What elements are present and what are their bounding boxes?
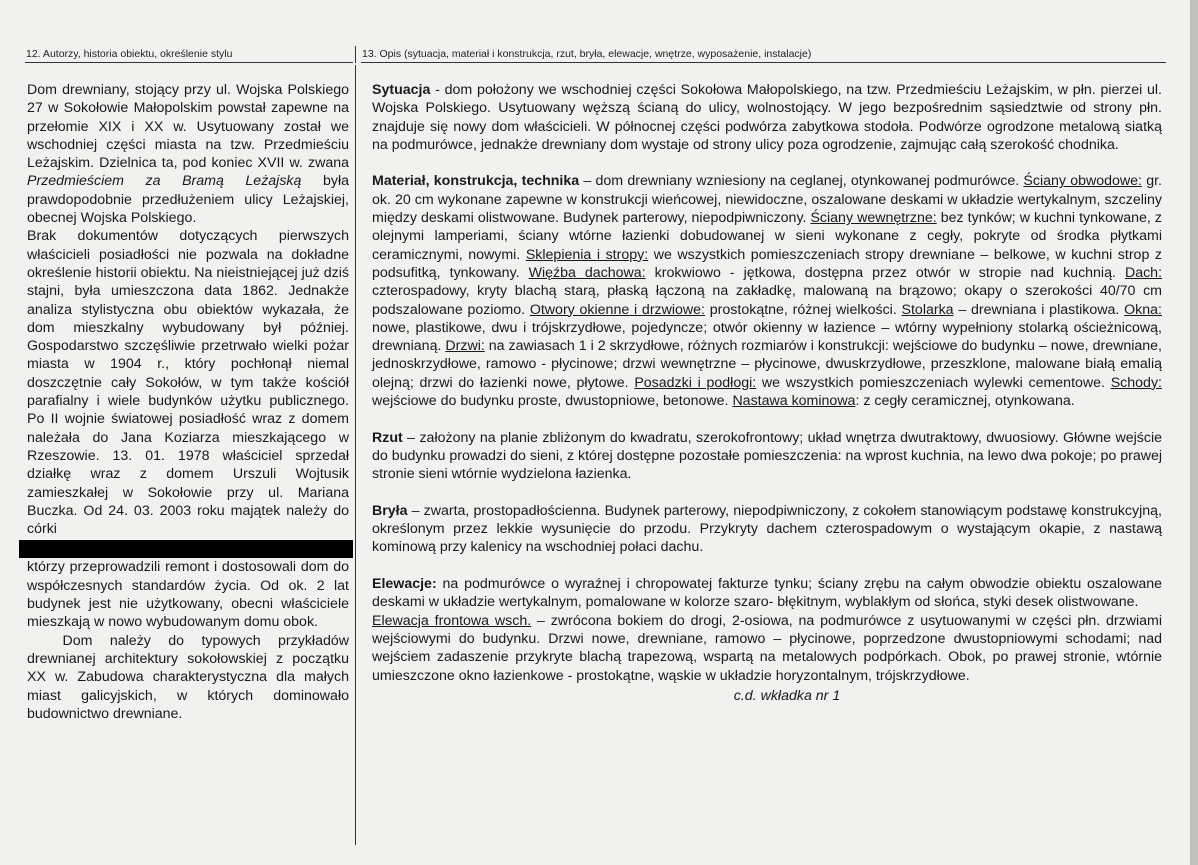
wiezba-label: Więźba dachowa: xyxy=(528,264,646,281)
history-paragraph-2: Brak dokumentów dotyczących pierwszych właścicieli posiadłości nie pozwala na dokładne określenie historii obiektu. Na nieistniejącej już dziś stajni, była umieszczona data 1862. Jednakże analiza stylistyczna obu obiektów wykazała, że dom mieszkalny wybudowany był później. Gospodarstwo szczęśliwie przetrwało wielki pożar miasta w 1904 r., który pochłonął niemal doszczętnie cały Sokołów, w tym także kościół parafialny i wiele budynków użytku publicznego. Po II wojnie światowej posiadłość wraz z domem należała do Jana Koziarza mieszkającego w Rzeszowie. 13. 01. 1978 właściciel sprzedał działkę wraz z domem Urszuli Wojtusik zamieszkałej w Sokołowie przy ul. Mariana Buczka. Od 24. 03. 2003 roku majątek należy do córki którzy przeprowadzili remont i dostosowali dom do współczesnych standardów życia. Od ok. 2 lat budynek jest nie użytkowany, obecni właściciele mieszkają w nowo wybudowanym domu obok. xyxy=(27,227,349,631)
elewacja-frontowa-paragraph: Elewacja frontowa wsch. – zwrócona bokiem do drogi, 2-osiowa, na podmurówce z usytuowanymi w części płn. drzwiami wejściowymi do budynku. Drzwi nowe, drewniane, ramowo – płycinowe, poprzedzone dwustopniowymi schodami; nad wejściem zadaszenie przykryte blachą trapezową, wspartą na metalowych podpórkach. Obok, po prawej stronie, wtórnie umieszczone okno łazienkowe - prostokątne, wąskie w układzie horyzontalnym, trójskrzydłowe. xyxy=(372,612,1163,684)
elewacja-frontowa-label: Elewacja frontowa wsch. xyxy=(372,612,532,629)
stolarka-label: Stolarka xyxy=(901,301,954,318)
sciany-wewnetrzne-label: Ściany wewnętrzne: xyxy=(810,210,937,227)
history-paragraph-3: Dom należy do typowych przykładów drewnianej architektury sokołowskiej z początku XX w. Zabudowa charakterystyczna dla małych miast galicyjskich, w których dominowało budownictwo drewniane. xyxy=(27,632,349,722)
history-paragraph-1: Dom drewniany, stojący przy ul. Wojska Polskiego 27 w Sokołowie Małopolskim powstał zapewne na przełomie XIX i XX w. Usytuowany został we wschodniej części miasta na tzw. Przedmieściu Leżajskim. Dzielnica ta, pod koniec XVII w. zwana Przedmieściem za Bramą Leżajską była prawdopodobnie przedłużeniem ulicy Leżajskiej, obecnej Wojska Polskiego. xyxy=(27,82,350,227)
material-label: Materiał, konstrukcja, technika xyxy=(372,173,580,190)
sytuacja-label: Sytuacja xyxy=(372,82,431,98)
elewacje-paragraph: Elewacje: na podmurówce o wyraźnej i chropowatej fakturze tynku; ściany zrębu na całym obwodzie obiektu oszalowane deskami w układzie wertykalnym, pomalowane w kolorze szaro- błękitnym, wyblakłym od słońca, styki desek olistwowane. xyxy=(372,576,1162,611)
description-column xyxy=(372,81,1162,723)
dach-label: Dach: xyxy=(1124,264,1163,281)
sklepienia-label: Sklepienia i stropy: xyxy=(525,246,649,263)
history-column xyxy=(27,81,349,723)
historic-district-name: Przedmieściem za Bramą Leżajską xyxy=(27,173,302,190)
bryla-label: Bryła xyxy=(372,502,408,519)
sciany-obwodowe-label: Ściany obwodowe: xyxy=(1023,173,1142,190)
otwory-label: Otwory okienne i drzwiowe: xyxy=(529,301,706,318)
okna-label: Okna: xyxy=(1124,301,1162,318)
continuation-note: c.d. wkładka nr 1 xyxy=(733,687,841,704)
elewacje-label: Elewacje: xyxy=(372,576,437,593)
schody-label: Schody: xyxy=(1110,374,1162,391)
posadzki-label: Posadzki i podłogi: xyxy=(634,374,757,391)
header-divider xyxy=(355,46,356,63)
page-edge xyxy=(1190,0,1198,865)
bryla-paragraph: Bryła – zwarta, prostopadłościenna. Budynek parterowy, niepodpiwniczony, z cokołem stanowiącym podstawę konstrukcyjną, określonym przez lekkie wysunięcie do przodu. Przykryty dachem czterospadowym o wystającym okapie, z nastawą kominową przy kalenicy na wschodniej połaci dachu. xyxy=(372,502,1162,556)
sytuacja-paragraph: Sytuacja - dom położony we wschodniej części Sokołowa Małopolskiego, na tzw. Przedmieściu Leżajskim, w płn. pierzei ul. Wojska Polskiego. Usytuowany węższą ścianą do ulicy, wolnostojący. W jego bezpośrednim sąsiedztwie od strony płn. znajduje się nowy dom właścicieli. W północnej części podwórza zabytkowa stodoła. Podwórze ogrodzone metalową siatką na podmurówce, jednakże drewniany dom wystaje od strony ulicy poza ogrodzenie, zajmując całą szerokość chodnika. xyxy=(372,82,1162,153)
drzwi-label: Drzwi: xyxy=(445,338,485,355)
section-12-header: 12. Autorzy, historia obiektu, określenie stylu xyxy=(26,48,233,60)
rzut-paragraph: Rzut – założony na planie zbliżonym do kwadratu, szerokofrontowy; układ wnętrza dwutraktowy, dwuosiowy. Główne wejście do budynku prowadzi do sieni, z której dostępne pozostałe pomieszczenia: na wprost kuchnia, na lewo dwa pokoje; po prawej stronie sieni wtórnie wydzielona łazienka. xyxy=(372,429,1162,483)
rzut-label: Rzut xyxy=(372,429,403,446)
header-rule-right xyxy=(361,62,1166,63)
material-paragraph: Materiał, konstrukcja, technika – dom drewniany wzniesiony na ceglanej, otynkowanej podmurówce. Ściany obwodowe: gr. ok. 20 cm wykonane zapewne w konstrukcji wieńcowej, niewidoczne, oszalowane deskami w układzie wertykalnym, szczeliny między deskami olistwowane. Budynek parterowy, niepodpiwniczony. Ściany wewnętrzne: bez tynków; w kuchni tynkowane, z olejnymi lamperiami, ściany wtórne łazienki dobudowanej w sieni wykonane z cegły, pokryte od środka płytkami ceramicznymi, nowymi. Sklepienia i stropy: we wszystkich pomieszczeniach stropy drewniane – belkowe, w kuchni strop z podsufitką, tynkowany. Więźba dachowa: krokwiowo - jętkowa, dostępna przez otwór w stropie nad kuchnią. Dach: czterospadowy, kryty blachą starą, płaską łączoną na zakładkę, malowaną na brązowo; okapy o szerokości 40/70 cm podszalowane poziomo. Otwory okienne i drzwiowe: prostokątne, różnej wielkości. Stolarka – drewniana i plastikowa. Okna: nowe, plastikowe, dwu i trójskrzydłowe, pojedyncze; otwór okienny w łazience – wtórny wypełniony stolarką ościeżnicową, drewnianą. Drzwi: na zawiasach 1 i 2 skrzydłowe, różnych rozmiarów i konstrukcji: wejściowe do budynku – nowe, drewniane, jednoskrzydłowe, ramowo - płycinowe; drzwi wewnętrzne – płycinowe, dwuskrzydłowe, przeszklone, malowane białą emalią olejną; drzwi do łazienki nowe, płytowe. Posadzki i podłogi: we wszystkich pomieszczeniach wylewki cementowe. Schody: wejściowe do budynku proste, dwustopniowe, betonowe. Nastawa kominowa: z cegły ceramicznej, otynkowana. xyxy=(372,173,1163,410)
section-13-header: 13. Opis (sytuacja, materiał i konstrukcja, rzut, bryła, elewacje, wnętrze, wyposażenie, instalacje) xyxy=(362,48,812,60)
nastawa-label: Nastawa kominowa xyxy=(732,393,856,410)
redaction-bar xyxy=(19,540,353,558)
header-rule-left xyxy=(25,62,353,63)
column-divider xyxy=(355,65,356,845)
